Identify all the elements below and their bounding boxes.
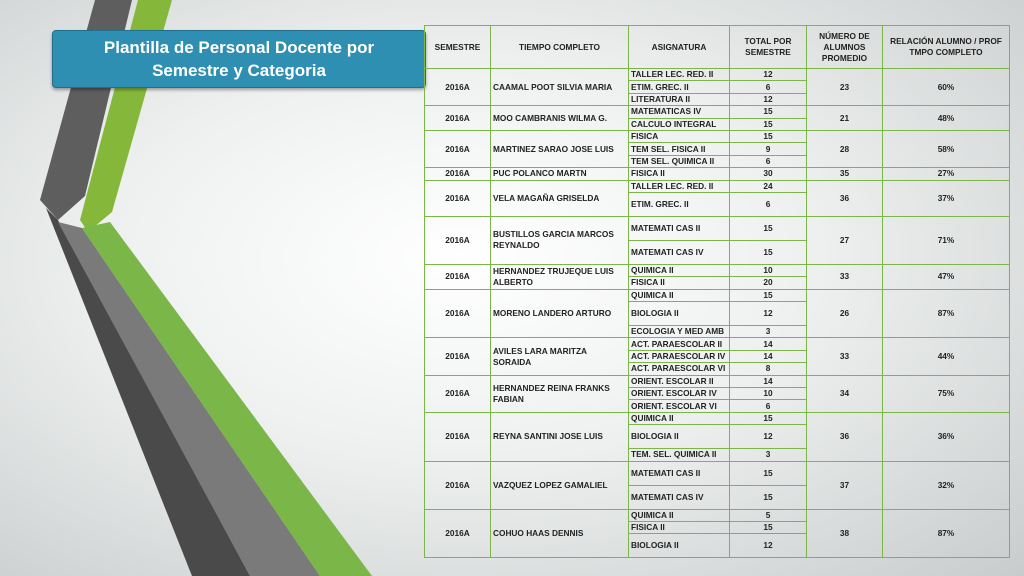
cell-students-avg: 38 <box>807 509 883 558</box>
title-line-1: Plantilla de Personal Docente por <box>103 38 375 57</box>
table-body <box>425 69 1010 558</box>
cell-semestre: 2016A <box>425 216 491 264</box>
cell-subject: MATEMATI CAS II <box>629 216 730 240</box>
cell-total-hours: 3 <box>730 326 807 338</box>
cell-students-avg: 35 <box>807 168 883 180</box>
cell-total-hours: 15 <box>730 130 807 142</box>
table-row <box>425 509 1010 521</box>
cell-students-avg: 28 <box>807 130 883 167</box>
table-row <box>425 69 1010 81</box>
cell-subject: FISICA II <box>629 168 730 180</box>
cell-subject: TEM SEL. QUIMICA II <box>629 155 730 167</box>
cell-total-hours: 6 <box>730 155 807 167</box>
cell-subject: ORIENT. ESCOLAR VI <box>629 400 730 412</box>
cell-teacher-name: PUC POLANCO MARTN <box>491 168 629 180</box>
cell-total-hours: 15 <box>730 485 807 509</box>
header-relacion: RELACIÓN ALUMNO / PROF TMPO COMPLETO <box>883 26 1010 69</box>
cell-students-avg: 23 <box>807 69 883 106</box>
cell-students-avg: 33 <box>807 338 883 375</box>
cell-teacher-name: VAZQUEZ LOPEZ GAMALIEL <box>491 461 629 509</box>
cell-teacher-name: MOO CAMBRANIS WILMA G. <box>491 106 629 131</box>
cell-ratio: 37% <box>883 180 1010 216</box>
cell-semestre: 2016A <box>425 509 491 558</box>
table-row <box>425 168 1010 180</box>
cell-ratio: 60% <box>883 69 1010 106</box>
table-row <box>425 338 1010 350</box>
table-row <box>425 216 1010 240</box>
table-row <box>425 461 1010 485</box>
cell-total-hours: 30 <box>730 168 807 180</box>
cell-ratio: 44% <box>883 338 1010 375</box>
cell-subject: MATEMATI CAS II <box>629 461 730 485</box>
cell-students-avg: 34 <box>807 375 883 412</box>
cell-subject: ACT. PARAESCOLAR II <box>629 338 730 350</box>
cell-subject: QUIMICA II <box>629 509 730 521</box>
cell-subject: TALLER LEC. RED. II <box>629 69 730 81</box>
cell-subject: TEM. SEL. QUIMICA II <box>629 449 730 461</box>
cell-total-hours: 24 <box>730 180 807 192</box>
cell-subject: CALCULO INTEGRAL <box>629 118 730 130</box>
table-row <box>425 264 1010 276</box>
cell-ratio: 87% <box>883 509 1010 558</box>
cell-subject: ACT. PARAESCOLAR IV <box>629 350 730 362</box>
cell-semestre: 2016A <box>425 130 491 167</box>
header-alumnos-promedio: NÚMERO DE ALUMNOS PROMEDIO <box>807 26 883 69</box>
cell-semestre: 2016A <box>425 338 491 375</box>
cell-subject: ORIENT. ESCOLAR II <box>629 375 730 387</box>
cell-students-avg: 36 <box>807 412 883 461</box>
cell-subject: FISICA <box>629 130 730 142</box>
cell-total-hours: 12 <box>730 302 807 326</box>
header-tiempo-completo: TIEMPO COMPLETO <box>491 26 629 69</box>
cell-total-hours: 12 <box>730 534 807 558</box>
cell-ratio: 75% <box>883 375 1010 412</box>
cell-teacher-name: REYNA SANTINI JOSE LUIS <box>491 412 629 461</box>
cell-subject: ACT. PARAESCOLAR VI <box>629 363 730 375</box>
cell-semestre: 2016A <box>425 412 491 461</box>
cell-ratio: 48% <box>883 106 1010 131</box>
cell-subject: TALLER LEC. RED. II <box>629 180 730 192</box>
cell-semestre: 2016A <box>425 69 491 106</box>
cell-total-hours: 3 <box>730 449 807 461</box>
cell-total-hours: 10 <box>730 264 807 276</box>
page-title <box>52 30 426 88</box>
cell-subject: ETIM. GREC. II <box>629 192 730 216</box>
cell-ratio: 32% <box>883 461 1010 509</box>
cell-total-hours: 15 <box>730 240 807 264</box>
cell-teacher-name: MORENO LANDERO ARTURO <box>491 289 629 338</box>
title-line-2: Semestre y Categoria <box>152 61 326 80</box>
cell-semestre: 2016A <box>425 168 491 180</box>
cell-total-hours: 15 <box>730 289 807 301</box>
cell-subject: LITERATURA II <box>629 93 730 105</box>
cell-total-hours: 15 <box>730 216 807 240</box>
cell-semestre: 2016A <box>425 106 491 131</box>
cell-ratio: 58% <box>883 130 1010 167</box>
cell-teacher-name: CAAMAL POOT SILVIA MARIA <box>491 69 629 106</box>
table-row <box>425 375 1010 387</box>
cell-ratio: 87% <box>883 289 1010 338</box>
table-row <box>425 130 1010 142</box>
cell-total-hours: 14 <box>730 375 807 387</box>
header-asignatura: ASIGNATURA <box>629 26 730 69</box>
cell-students-avg: 37 <box>807 461 883 509</box>
cell-students-avg: 36 <box>807 180 883 216</box>
cell-subject: ORIENT. ESCOLAR IV <box>629 388 730 400</box>
header-total-semestre: TOTAL POR SEMESTRE <box>730 26 807 69</box>
cell-total-hours: 12 <box>730 425 807 449</box>
cell-total-hours: 10 <box>730 388 807 400</box>
cell-total-hours: 15 <box>730 461 807 485</box>
cell-students-avg: 33 <box>807 264 883 289</box>
cell-subject: BIOLOGIA II <box>629 534 730 558</box>
cell-total-hours: 15 <box>730 412 807 424</box>
cell-semestre: 2016A <box>425 180 491 216</box>
cell-teacher-name: AVILES LARA MARITZA SORAIDA <box>491 338 629 375</box>
cell-subject: BIOLOGIA II <box>629 425 730 449</box>
cell-subject: ECOLOGIA Y MED AMB <box>629 326 730 338</box>
cell-total-hours: 15 <box>730 118 807 130</box>
cell-total-hours: 20 <box>730 277 807 289</box>
cell-teacher-name: VELA MAGAÑA GRISELDA <box>491 180 629 216</box>
cell-subject: TEM SEL. FISICA II <box>629 143 730 155</box>
cell-subject: MATEMATI CAS IV <box>629 485 730 509</box>
cell-subject: MATEMATI CAS IV <box>629 240 730 264</box>
cell-ratio: 71% <box>883 216 1010 264</box>
cell-total-hours: 12 <box>730 69 807 81</box>
cell-teacher-name: HERNANDEZ TRUJEQUE LUIS ALBERTO <box>491 264 629 289</box>
cell-total-hours: 14 <box>730 338 807 350</box>
cell-total-hours: 9 <box>730 143 807 155</box>
cell-ratio: 47% <box>883 264 1010 289</box>
cell-students-avg: 21 <box>807 106 883 131</box>
cell-subject: FISICA II <box>629 277 730 289</box>
cell-subject: FISICA II <box>629 521 730 533</box>
cell-subject: ETIM. GREC. II <box>629 81 730 93</box>
cell-total-hours: 5 <box>730 509 807 521</box>
cell-subject: MATEMATICAS IV <box>629 106 730 118</box>
teacher-table <box>424 25 1010 558</box>
cell-ratio: 36% <box>883 412 1010 461</box>
table-row <box>425 106 1010 118</box>
cell-total-hours: 6 <box>730 400 807 412</box>
cell-teacher-name: HERNANDEZ REINA FRANKS FABIAN <box>491 375 629 412</box>
table-header-row <box>425 26 1010 69</box>
cell-total-hours: 8 <box>730 363 807 375</box>
table-row <box>425 412 1010 424</box>
cell-semestre: 2016A <box>425 375 491 412</box>
cell-total-hours: 6 <box>730 81 807 93</box>
cell-subject: BIOLOGIA II <box>629 302 730 326</box>
cell-semestre: 2016A <box>425 461 491 509</box>
cell-semestre: 2016A <box>425 289 491 338</box>
cell-semestre: 2016A <box>425 264 491 289</box>
cell-total-hours: 14 <box>730 350 807 362</box>
cell-teacher-name: MARTINEZ SARAO JOSE LUIS <box>491 130 629 167</box>
cell-total-hours: 15 <box>730 106 807 118</box>
header-semestre: SEMESTRE <box>425 26 491 69</box>
cell-students-avg: 26 <box>807 289 883 338</box>
cell-total-hours: 12 <box>730 93 807 105</box>
cell-total-hours: 6 <box>730 192 807 216</box>
cell-subject: QUIMICA II <box>629 264 730 276</box>
cell-total-hours: 15 <box>730 521 807 533</box>
cell-subject: QUIMICA II <box>629 412 730 424</box>
table-row <box>425 180 1010 192</box>
cell-teacher-name: BUSTILLOS GARCIA MARCOS REYNALDO <box>491 216 629 264</box>
table-row <box>425 289 1010 301</box>
cell-ratio: 27% <box>883 168 1010 180</box>
cell-students-avg: 27 <box>807 216 883 264</box>
cell-teacher-name: COHUO HAAS DENNIS <box>491 509 629 558</box>
cell-subject: QUIMICA II <box>629 289 730 301</box>
